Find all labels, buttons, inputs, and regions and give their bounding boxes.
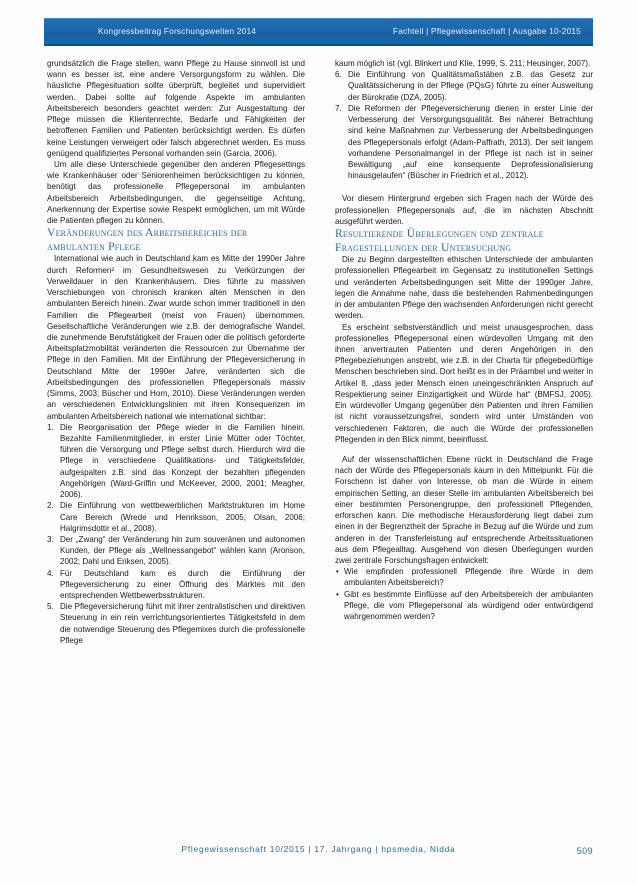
bullet-list-right	[335, 566, 593, 622]
list-item-text: Die Einführung von wettbewerblichen Marktstrukturen im Home Care Bereich (Wrede und Henriksson, 2005; Olsan, 2006; Halgrimsdottir et al., 2008).	[60, 501, 305, 533]
list-marker: 3.	[47, 534, 54, 544]
spacer	[335, 445, 593, 454]
list-item	[335, 566, 593, 588]
list-marker: 5.	[47, 602, 54, 612]
list-marker: 4.	[47, 568, 54, 578]
list-item	[335, 589, 593, 623]
paragraph: Vor diesem Hintergrund ergeben sich Fragen nach der Würde des professionellen Pflegepersonals auf, die im nächsten Abschnitt ausgeführt werden.	[335, 194, 593, 226]
list-marker: 2.	[47, 501, 54, 511]
list-item-text: Die Reformen der Pflegeversicherung dienen in erster Linie der Verbesserung der Versorgungsqualität. Bei näherer Betrachtung sind keine Maßnahmen zur Verbesserung der Arbeitsbedingungen des Pflegepersonals erfolgt (Adam-Paffrath, 2013). Der seit langem vorhandene Personalmangel in der Pflege ist nach ist in seiner Bewältigung „auf eine konsequente Deprofessionalisierung hinausgelaufen“ (Büscher in Friedrich et al., 2012).	[348, 103, 593, 181]
list-item-text: Für Deutschland kam es durch die Einführung der Pflegeversicherung zu einer Öffnung des Marktes mit den entsprechenden Wettbewerbsstrukturen.	[60, 568, 305, 601]
paragraph: Auf der wissenschaftlichen Ebene rückt in Deutschland die Frage nach der Würde des Pflegepersonals kaum in den Mittelpunkt. Für die Forschenn ist daher von Interesse, ob man die Würde in einem empirischen Setting, an dieser Stelle im ambulanten Arbeitsbereich bei einer bestimmten Personengruppe, den professionell Pflegenden, erforschen kann. Die methodische Herausforderung liegt dabei zum einen in der Begrenztheit der Sprache in Bezug auf die Würde und zum anderen in der Transferleistung auf entsprechende Arbeitssituationen aus dem Pflegealltag. Ausgehend von diesen Überlegungen wurden zwei zentrale Forschungsfragen entwickelt:	[335, 454, 593, 565]
footer-text: Pflegewissenschaft 10/2015 | 17. Jahrgang | hpsmedia, Nidda	[181, 844, 456, 854]
page-footer	[44, 842, 593, 856]
numbered-list-left	[47, 422, 305, 646]
spacer	[335, 181, 593, 193]
paragraph: grundsätzlich die Frage stellen, wann Pflege zu Hause sinnvoll ist und wann es besser ist, eine andere Versorgungsform zu wählen. Die häusliche Pflegesituation sollte überprüft, begleitet und supervidiert werden. Dabei sollte auf folgende Aspekte im ambulanten Arbeitsbereich besonders geachtet werden: Zur Ausgestaltung der Pflege müssen die Klientenrechte, Bedarfe und Fähigkeiten der betroffenen Familien und Patienten berücksichtigt werden. Es dürfen keine Leistungen verweigert oder falsch abgerechnet werden. Es muss genügend qualifiziertes Personal vorhanden sein (Garcia, 2006).	[47, 59, 305, 158]
header-right-text: Fachteil | Pflegewissenschaft | Ausgabe 10-2015	[392, 27, 581, 36]
list-item	[335, 69, 593, 103]
paragraph: Es erscheint selbstverständlich und meist unausgesprochen, dass professionelles Pflegepersonal einen würdevollen Umgang mit den ihnen anvertrauten Patienten und deren Angehörigen in den Pflegebeziehungen anstrebt, wie z.B. in der Charta für pflegebedürftige Menschen beschrieben sind. Dort heißt es in der Präambel und weiter in Artikel 8, „dass jeder Mensch einen uneingeschränkten Anspruch auf Respektierung seiner Einzigartigkeit und Würde hat“ (BMFSJ, 2005). Ein würdevoller Umgang gegenüber den Patienten und ihren Familien ist nicht voraussetzungsfrei, sondern wird unter Umständen von verschiedenen Faktoren, die auch die Würde der professionellen Pflegenden in den Blick nimmt, beeinflusst.	[335, 322, 593, 444]
list-marker: 6.	[335, 70, 342, 80]
list-item-text: Der „Zwang“ der Veränderung hin zum souveränen und autonomen Kunden, der Pflege als „Wellnessangebot“ wählen kann (Aronson, 2002; Dahl und Eriksen, 2005).	[60, 534, 305, 567]
list-item	[335, 103, 593, 182]
list-marker: 1.	[47, 422, 54, 432]
page-number: 509	[576, 846, 593, 856]
paragraph: Um alle diese Unterschiede gegenüber den anderen Pflegesettings wie Krankenhäuser oder Seniorenheimen berücksichtigen zu können, benötigt das professionelle Pflegepersonal im ambulanten Arbeitsbereich Arbeitsbedingungen, die gegenseitige Achtung, Anerkennung der Expertise sowie Respekt ermöglichen, um mit Würde die Patienten pflegen zu können.	[47, 159, 305, 226]
list-item-text: Die Einführung von Qualitätsmaßstäben z.B. das Gesetz zur Qualitätssicherung in der Pflege (PQsG) führte zu einer Ausweitung der Bürokratie (DZA, 2005).	[348, 70, 593, 102]
list-item-text: Die Reorganisation der Pflege wieder in die Familien hinein. Bezahlte Familienmitglieder, in erster Linie Mütter oder Töchter, führen die Versorgung und Pflege selbst durch. Hierdurch wird die Pflege in verschiedene Qualifikations- und Tätigkeitsfelder, aufgespalten z.B. sind das Konzept der bezahlten pflegenden Angehörigen (Ward-Griffin und McKeever, 2000, 2001; Meagher, 2006).	[60, 422, 305, 500]
header-left-text: Kongressbeitrag Forschungswelten 2014	[98, 27, 257, 36]
list-item-text: Die Pflegeversicherung führt mit ihrer zentralistischen und direktiven Steuerung in ein rein verrichtungsorientiertes Tätigkeitsfeld in dem die notwendige Steuerung des Pflegemixes durch die professionelle Pflege	[60, 602, 305, 645]
list-item	[47, 534, 305, 568]
paragraph: kaum möglich ist (vgl. Blinkert und Klie, 1999, S. 211; Heusinger, 2007).	[335, 59, 591, 68]
list-item	[47, 601, 305, 646]
page-header-bar	[44, 18, 593, 46]
section-heading-right: Resultierende Überlegungen und zentrale Fragestellungen der Untersuchung	[335, 227, 544, 254]
bullet-icon: •	[336, 589, 339, 599]
list-item-text: Wie empfinden professionell Pflegende ihre Würde in dem ambulanten Arbeitsbereich?	[344, 567, 593, 588]
left-column	[47, 58, 305, 818]
list-item-text: Gibt es bestimmte Einflüsse auf den Arbeitsbereich der ambulanten Pflege, die vom Pflegepersonal als würdigend oder entwürdigend wahrgenommen werden?	[344, 589, 593, 622]
right-column	[335, 58, 593, 818]
bullet-icon: •	[336, 567, 339, 577]
list-item	[47, 568, 305, 602]
paragraph: Die zu Beginn dargestellten ethischen Unterschiede der ambulanten professionellen Pflegearbeit im Gegensatz zu institutionellen Settings und veränderten Arbeitsbedingungen seit Mitte der 1990ger Jahre, legen die Annahme nahe, dass die bestehenden Rahmenbedingungen in der ambulanten Pflege den wachsenden Anforderungen nicht gerecht werden.	[335, 255, 593, 321]
list-marker: 7.	[335, 103, 342, 113]
list-item	[47, 500, 305, 534]
list-item	[47, 422, 305, 501]
numbered-list-right	[335, 69, 593, 181]
paragraph: International wie auch in Deutschland kam es Mitte der 1990er Jahre durch Reformen² im Gesundheitswesen zu Verkürzungen der Verweildauer in den Krankenhäusern. Dies führte zu massiven Verschiebungen von chronisch kranken alten Menschen in den ambulanten Bereich hinein. Zwar wurde schon immer traditionell in den Familien die Pflegearbeit (meist von Frauen) übernommen. Gesellschaftliche Veränderungen wie z.B. der demografische Wandel, die zunehmende Berufstätigkeit der Frauen oder die politisch geforderte Arbeitsplatzmobilität veränderten die Ressourcen zur Übernahme der Pflege in den Familien. Mit der Einführung der Pflegeversicherung in Deutschland Mitte der 1990er Jahre, veränderten sich die Arbeitsbedingungen des professionellen Pflegepersonals massiv (Simms, 2003; Büscher und Horn, 2010). Diese Veränderungen werden an verschiedenen Entwicklungslinien mit ihren Konsequenzen im ambulanten Arbeitsbereich national wie international sichtbar:	[47, 254, 305, 421]
section-heading-left: Veränderungen des Arbeitsbereiches der ambulanten Pflege	[47, 226, 248, 253]
article-columns	[47, 58, 593, 818]
